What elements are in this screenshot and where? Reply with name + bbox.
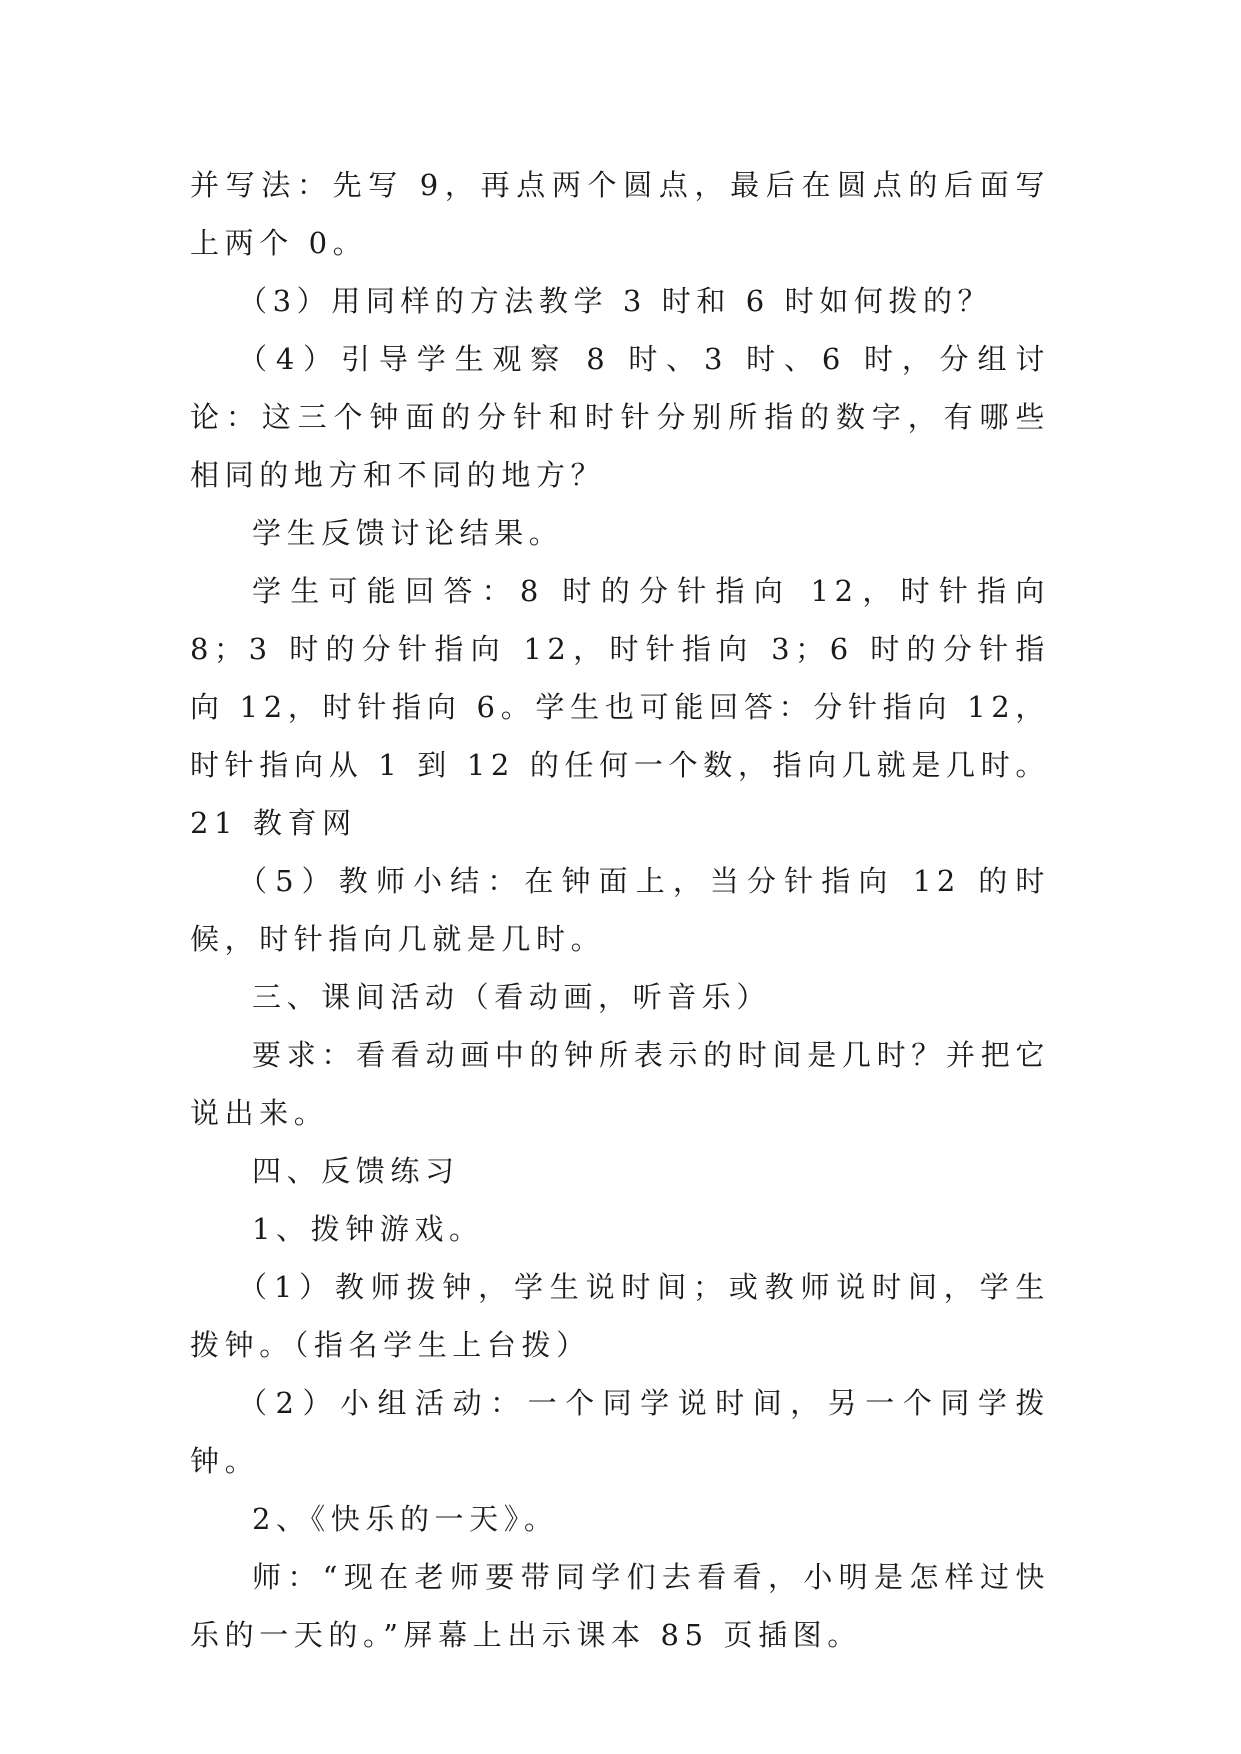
subheading-clock-game: 1、拨钟游戏。	[252, 1212, 484, 1246]
paragraph-feedback: 学生反馈讨论结果。	[252, 516, 564, 550]
paragraph-possible-answers: 学生可能回答：8 时的分针指向 12，时针指向 8；3 时的分针指向 12，时针指向 3；6 时的分针指向 12，时针指向 6。学生也可能回答：分针指向 12，时针指向从 1 到 12 的任何一个数，指向几就是几时。21 教育网	[190, 574, 1050, 840]
paragraph-game-step-2: （2）小组活动：一个同学说时间，另一个同学拨钟。	[190, 1386, 1050, 1478]
subheading-happy-day: 2、《快乐的一天》。	[252, 1502, 559, 1536]
document-body	[190, 156, 1050, 1664]
paragraph-teacher-intro: 师：“现在老师要带同学们去看看，小明是怎样过快乐的一天的。”屏幕上出示课本 85 页插图。	[190, 1560, 1050, 1652]
section-heading-practice: 四、反馈练习	[252, 1154, 460, 1188]
paragraph-writing-method: 并写法：先写 9，再点两个圆点，最后在圆点的后面写上两个 0。	[190, 168, 1050, 260]
paragraph-requirement: 要求：看看动画中的钟所表示的时间是几时？并把它说出来。	[190, 1038, 1050, 1130]
section-heading-break-activity: 三、课间活动（看动画，听音乐）	[252, 980, 772, 1014]
paragraph-step-5-summary: （5）教师小结：在钟面上，当分针指向 12 的时候，时针指向几就是几时。	[190, 864, 1050, 956]
paragraph-game-step-1: （1）教师拨钟，学生说时间；或教师说时间，学生拨钟。（指名学生上台拨）	[190, 1270, 1050, 1362]
paragraph-step-4: （4）引导学生观察 8 时、3 时、6 时，分组讨论：这三个钟面的分针和时针分别所指的数字，有哪些相同的地方和不同的地方？	[190, 342, 1050, 492]
paragraph-step-3: （3）用同样的方法教学 3 时和 6 时如何拨的？	[238, 284, 993, 318]
